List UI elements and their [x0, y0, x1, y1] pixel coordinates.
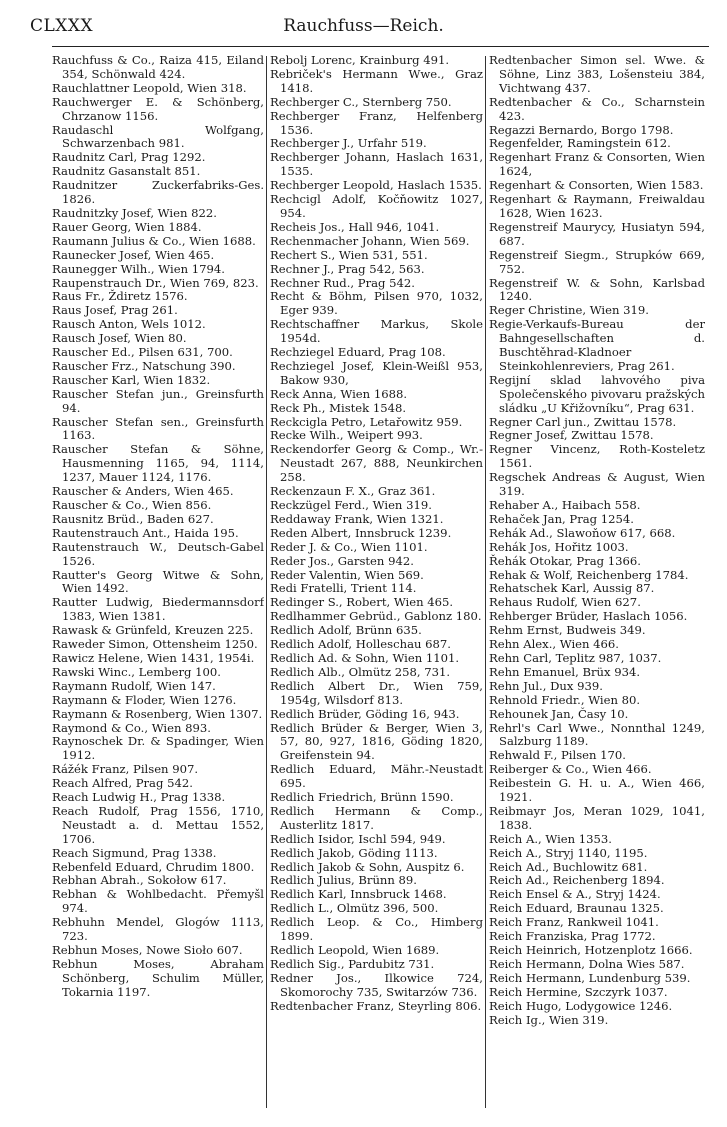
directory-entry: Rehn Jul., Dux 939.	[489, 678, 603, 693]
directory-entry: Regner Vincenz, Roth-Kosteletz 1561.	[489, 442, 705, 471]
directory-entry: Rechenmacher Johann, Wien 569.	[270, 233, 470, 248]
directory-entry: Rausch Josef, Wien 80.	[52, 331, 187, 346]
directory-entry: Rauscher Karl, Wien 1832.	[52, 372, 211, 387]
directory-entry: Rauscher Frz., Natschung 390.	[52, 358, 236, 373]
directory-entry: Raunegger Wilh., Wien 1794.	[52, 261, 225, 276]
directory-entry: Redlich Ad. & Sohn, Wien 1101.	[270, 650, 460, 665]
directory-entry: Recke Wilh., Weipert 993.	[270, 428, 423, 443]
directory-entry: Rechner Rud., Prag 542.	[270, 275, 415, 290]
directory-entry: Reddaway Frank, Wien 1321.	[270, 511, 444, 526]
directory-entry: Reckzügel Ferd., Wien 319.	[270, 498, 432, 512]
directory-entry: Rauscher Ed., Pilsen 631, 700.	[52, 345, 233, 360]
directory-entry: Reich Hermann, Lundenburg 539.	[489, 970, 691, 985]
directory-entry: Reich Ad., Buchlowitz 681.	[489, 859, 648, 874]
directory-entry: Regenhart Franz & Consorten, Wien 1624,	[489, 150, 705, 179]
directory-entry: Redtenbacher Simon sel. Wwe. & Söhne, Linz 383, Lošensteiu 384, Vichtwang 437.	[489, 53, 705, 95]
directory-entry: Rauscher Stefan sen., Greinsfurth 1163.	[52, 414, 264, 443]
directory-entry: Reder Valentin, Wien 569.	[270, 567, 424, 582]
directory-entry: Raudnitzer Zuckerfabriks-Ges. 1826.	[52, 178, 264, 207]
directory-entry: Redlich Friedrich, Brünn 1590.	[270, 790, 454, 805]
directory-entry: Rautter's Georg Witwe & Sohn, Wien 1492.	[52, 567, 264, 596]
directory-entry: Redlich L., Olmütz 396, 500.	[270, 901, 439, 916]
directory-entry: Regenfelder, Ramingstein 612.	[489, 136, 671, 151]
directory-entry: Regenhart & Consorten, Wien 1583.	[489, 178, 704, 193]
directory-entry: Raudnitz Carl, Prag 1292.	[52, 150, 206, 165]
directory-entry: Redlich Adolf, Holleschau 687.	[270, 637, 451, 652]
column-2	[270, 52, 483, 1114]
directory-entry: Raudnitz Gasanstalt 851.	[52, 164, 201, 179]
directory-entry: Rechberger J., Urfahr 519.	[270, 136, 427, 151]
column-3	[489, 52, 705, 1114]
directory-entry: Raumann Julius & Co., Wien 1688.	[52, 233, 256, 248]
directory-entry: Řehák Otokar, Prag 1366.	[489, 553, 641, 568]
directory-entry: Raus Fr., Ždiretz 1576.	[52, 289, 188, 304]
directory-entry: Rawask & Grünfeld, Kreuzen 225.	[52, 623, 254, 638]
directory-entry: Rauscher & Co., Wien 856.	[52, 498, 212, 512]
directory-entry: Redlich Sig., Pardubitz 731.	[270, 956, 435, 971]
directory-entry: Regenstreif Maurycy, Husiatyn 594, 687.	[489, 219, 705, 248]
directory-entry: Raymann & Rosenberg, Wien 1307.	[52, 706, 263, 721]
directory-entry: Rebenfeld Eduard, Chrudim 1800.	[52, 859, 255, 874]
directory-entry: Rážék Franz, Pilsen 907.	[52, 762, 199, 777]
directory-entry: Reich Hermann, Dolna Wies 587.	[489, 956, 685, 971]
directory-entry: Raupenstrauch Dr., Wien 769, 823.	[52, 275, 259, 290]
directory-entry: Redlich Isidor, Ischl 594, 949.	[270, 831, 446, 846]
directory-entry: Rechberger Leopold, Haslach 1535.	[270, 178, 482, 193]
entry-columns	[52, 52, 709, 1112]
directory-entry: Regazzi Bernardo, Borgo 1798.	[489, 122, 674, 137]
directory-entry: Redlich Alb., Olmütz 258, 731.	[270, 664, 451, 679]
directory-entry: Reich Franziska, Prag 1772.	[489, 929, 656, 944]
directory-entry: Redlich Jakob, Göding 1113.	[270, 845, 438, 860]
directory-entry: Reiberger & Co., Wien 466.	[489, 762, 652, 777]
directory-entry: Regie-Verkaufs-Bureau der Bahngesellschaften d. Buschtěhrad-Kladnoer Steinkohlenreviers, Prag 261.	[489, 317, 705, 373]
directory-entry: Rebhan & Wohlbedacht. Přemyšl 974.	[52, 887, 264, 916]
directory-entry: Redlich Karl, Innsbruck 1468.	[270, 887, 447, 902]
directory-entry: Redlhammer Gebrüd., Gablonz 180.	[270, 609, 482, 624]
directory-entry: Rehn Emanuel, Brüx 934.	[489, 664, 641, 679]
directory-entry: Rechtschaffner Markus, Skole 1954d.	[270, 317, 483, 346]
directory-entry: Rauscher Stefan & Söhne, Hausmenning 1165, 94, 1114, 1237, Mauer 1124, 1176.	[52, 442, 264, 485]
directory-entry: Reich Franz, Rankweil 1041.	[489, 915, 659, 930]
directory-entry: Rehounek Jan, Časy 10.	[489, 706, 629, 721]
directory-entry: Redlich Brüder, Göding 16, 943.	[270, 706, 460, 721]
directory-entry: Redlich Eduard, Mähr.-Neustadt 695.	[270, 762, 483, 791]
directory-entry: Rehaček Jan, Prag 1254.	[489, 511, 634, 526]
directory-entry: Reach Ludwig H., Prag 1338.	[52, 790, 226, 805]
directory-entry: Recht & Böhm, Pilsen 970, 1032, Eger 939.	[270, 289, 483, 318]
directory-entry: Reibestein G. H. u. A., Wien 466, 1921.	[489, 776, 705, 805]
directory-entry: Regijní sklad lahvového piva Společenského pivovaru pražských sládku „U Křižovníku“, Prag 631.	[489, 372, 705, 415]
directory-entry: Rebhuhn Mendel, Glogów 1113, 723.	[52, 915, 264, 944]
directory-entry: Raymann & Floder, Wien 1276.	[52, 692, 237, 707]
directory-entry: Rechcigl Adolf, Kočňowitz 1027, 954.	[270, 192, 483, 220]
directory-entry: Redi Fratelli, Trient 114.	[270, 581, 417, 596]
directory-entry: Reden Albert, Innsbruck 1239.	[270, 525, 452, 540]
directory-entry: Rawicz Helene, Wien 1431, 1954i.	[52, 650, 255, 665]
directory-entry: Rehn Alex., Wien 466.	[489, 637, 619, 652]
directory-entry: Rehák Jos, Hořitz 1003.	[489, 539, 629, 554]
directory-entry: Rebhun Moses, Abraham Schönberg, Schulim Müller, Tokarnia 1197.	[52, 956, 264, 999]
directory-entry: Rehrl's Carl Wwe., Nonnthal 1249, Salzburg 1189.	[489, 720, 705, 749]
directory-entry: Regenstreif W. & Sohn, Karlsbad 1240.	[489, 275, 705, 304]
directory-entry: Regenhart & Raymann, Freiwaldau 1628, Wien 1623.	[489, 192, 705, 220]
directory-entry: Raudaschl Wolfgang, Schwarzenbach 981.	[52, 122, 264, 151]
directory-entry: Rebhan Abrah., Sokołow 617.	[52, 873, 227, 888]
directory-entry: Rehaber A., Haibach 558.	[489, 498, 641, 512]
directory-entry: Rechert S., Wien 531, 551.	[270, 247, 428, 262]
page-header	[30, 12, 697, 42]
directory-entry: Regner Josef, Zwittau 1578.	[489, 428, 654, 443]
directory-entry: Reach Sigmund, Prag 1338.	[52, 845, 217, 860]
directory-entry: Redlich Julius, Brünn 89.	[270, 873, 417, 888]
directory-entry: Raymond & Co., Wien 893.	[52, 720, 211, 735]
directory-entry: Rehn Carl, Teplitz 987, 1037.	[489, 650, 662, 665]
directory-entry: Rechner J., Prag 542, 563.	[270, 261, 425, 276]
directory-entry: Redtenbacher Franz, Steyrling 806.	[270, 998, 482, 1013]
directory-entry: Reder Jos., Garsten 942.	[270, 553, 414, 568]
directory-entry: Redinger S., Robert, Wien 465.	[270, 595, 454, 610]
directory-entry: Raymann Rudolf, Wien 147.	[52, 678, 216, 693]
directory-entry: Rausnitz Brüd., Baden 627.	[52, 511, 214, 526]
directory-entry: Rauer Georg, Wien 1884.	[52, 219, 202, 234]
directory-entry: Reich Ig., Wien 319.	[489, 1012, 609, 1027]
directory-entry: Reich Hermine, Szczyrk 1037.	[489, 984, 668, 999]
directory-entry: Raweder Simon, Ottensheim 1250.	[52, 637, 258, 652]
directory-entry: Redlich Jakob & Sohn, Auspitz 6.	[270, 859, 465, 874]
directory-entry: Rautenstrauch Ant., Haida 195.	[52, 525, 239, 540]
directory-entry: Redner Jos., Ilkowice 724, Skomorochy 735, Switarzów 736.	[270, 970, 483, 999]
directory-entry: Raynoschek Dr. & Spadinger, Wien 1912.	[52, 734, 264, 763]
directory-entry: Rechberger C., Sternberg 750.	[270, 94, 452, 109]
directory-entry: Rausch Anton, Wels 1012.	[52, 317, 206, 332]
directory-entry: Rehaus Rudolf, Wien 627.	[489, 595, 641, 610]
directory-entry: Regenstreif Siegm., Strupków 669, 752.	[489, 247, 705, 276]
directory-entry: Rehwald F., Pilsen 170.	[489, 748, 626, 763]
directory-entry: Reach Alfred, Prag 542.	[52, 776, 193, 791]
directory-entry: Regner Carl jun., Zwittau 1578.	[489, 414, 677, 429]
directory-entry: Rehnold Friedr., Wien 80.	[489, 692, 641, 707]
directory-entry: Recheis Jos., Hall 946, 1041.	[270, 219, 440, 234]
directory-entry: Rautter Ludwig, Biedermannsdorf 1383, Wien 1381.	[52, 595, 264, 624]
directory-entry: Reger Christine, Wien 319.	[489, 303, 649, 318]
directory-entry: Raunecker Josef, Wien 465.	[52, 247, 215, 262]
directory-entry: Rechziegel Josef, Klein-Weißl 953, Bakow 930,	[270, 358, 483, 387]
directory-entry: Raudnitzky Josef, Wien 822.	[52, 205, 217, 220]
directory-entry: Rechberger Franz, Helfenberg 1536.	[270, 108, 483, 137]
directory-entry: Rauchwerger E. & Schönberg, Chrzanow 1156.	[52, 94, 264, 123]
directory-entry: Reich A., Wien 1353.	[489, 831, 612, 846]
directory-entry: Rehák Ad., Slawoňow 617, 668.	[489, 525, 676, 540]
column-divider	[266, 56, 267, 1108]
directory-entry: Regschek Andreas & August, Wien 319.	[489, 470, 705, 499]
directory-entry: Raus Josef, Prag 261.	[52, 303, 178, 318]
directory-entry: Redlich Hermann & Comp., Austerlitz 1817.	[270, 803, 483, 832]
directory-entry: Reich Heinrich, Hotzenplotz 1666.	[489, 943, 693, 957]
directory-entry: Reder J. & Co., Wien 1101.	[270, 539, 428, 554]
directory-entry: Reckenzaun F. X., Graz 361.	[270, 484, 436, 499]
directory-entry: Reich Ensel & A., Stryj 1424.	[489, 887, 661, 902]
directory-entry: Rawski Winc., Lemberg 100.	[52, 664, 221, 679]
directory-entry: Rebriček's Hermann Wwe., Graz 1418.	[270, 66, 483, 95]
directory-entry: Redlich Leop. & Co., Himberg 1899.	[270, 915, 483, 944]
directory-entry: Redlich Adolf, Brünn 635.	[270, 623, 422, 638]
page-title: Rauchfuss—Reich.	[283, 16, 444, 36]
directory-entry: Redlich Brüder & Berger, Wien 3, 57, 80, 927, 1816, Göding 1820, Greifenstein 94.	[270, 720, 483, 763]
page-number: CLXXX	[30, 16, 94, 36]
directory-entry: Reach Rudolf, Prag 1556, 1710, Neustadt a. d. Mettau 1552, 1706.	[52, 803, 264, 846]
directory-entry: Rauscher & Anders, Wien 465.	[52, 484, 234, 499]
directory-entry: Rauscher Stefan jun., Greinsfurth 94.	[52, 386, 264, 415]
directory-entry: Rechziegel Eduard, Prag 108.	[270, 345, 446, 360]
directory-entry: Reich Eduard, Braunau 1325.	[489, 901, 664, 916]
directory-entry: Reich Ad., Reichenberg 1894.	[489, 873, 665, 888]
directory-entry: Rechberger Johann, Haslach 1631, 1535.	[270, 150, 483, 179]
directory-entry: Reckendorfer Georg & Comp., Wr.-Neustadt 267, 888, Neunkirchen 258.	[270, 442, 483, 485]
directory-entry: Redlich Albert Dr., Wien 759, 1954g, Wilsdorf 813.	[270, 678, 483, 707]
directory-entry: Reck Ph., Mistek 1548.	[270, 400, 407, 415]
directory-entry: Rehberger Brüder, Haslach 1056.	[489, 609, 688, 624]
directory-entry: Rautenstrauch W., Deutsch-Gabel 1526.	[52, 539, 264, 568]
directory-entry: Rebhun Moses, Nowe Sioło 607.	[52, 943, 243, 957]
directory-entry: Redlich Leopold, Wien 1689.	[270, 943, 440, 957]
directory-entry: Rehm Ernst, Budweis 349.	[489, 623, 646, 638]
directory-entry: Rauchlattner Leopold, Wien 318.	[52, 80, 247, 95]
directory-entry: Rauchfuss & Co., Raiza 415, Eiland 354, Schönwald 424.	[52, 53, 264, 81]
directory-entry: Redtenbacher & Co., Scharnstein 423.	[489, 94, 705, 123]
directory-entry: Rehak & Wolf, Reichenberg 1784.	[489, 567, 689, 582]
directory-entry: Reich A., Stryj 1140, 1195.	[489, 845, 648, 860]
directory-entry: Rehatschek Karl, Aussig 87.	[489, 581, 655, 596]
header-rule	[52, 46, 709, 47]
directory-entry: Reck Anna, Wien 1688.	[270, 386, 408, 401]
directory-entry: Reibmayr Jos, Meran 1029, 1041, 1838.	[489, 803, 705, 832]
directory-entry: Reich Hugo, Lodygowice 1246.	[489, 998, 673, 1013]
column-1	[52, 52, 264, 1114]
directory-entry: Rebolj Lorenc, Krainburg 491.	[270, 53, 450, 67]
column-divider	[485, 56, 486, 1108]
directory-entry: Reckcigla Petro, Letařowitz 959.	[270, 414, 463, 429]
